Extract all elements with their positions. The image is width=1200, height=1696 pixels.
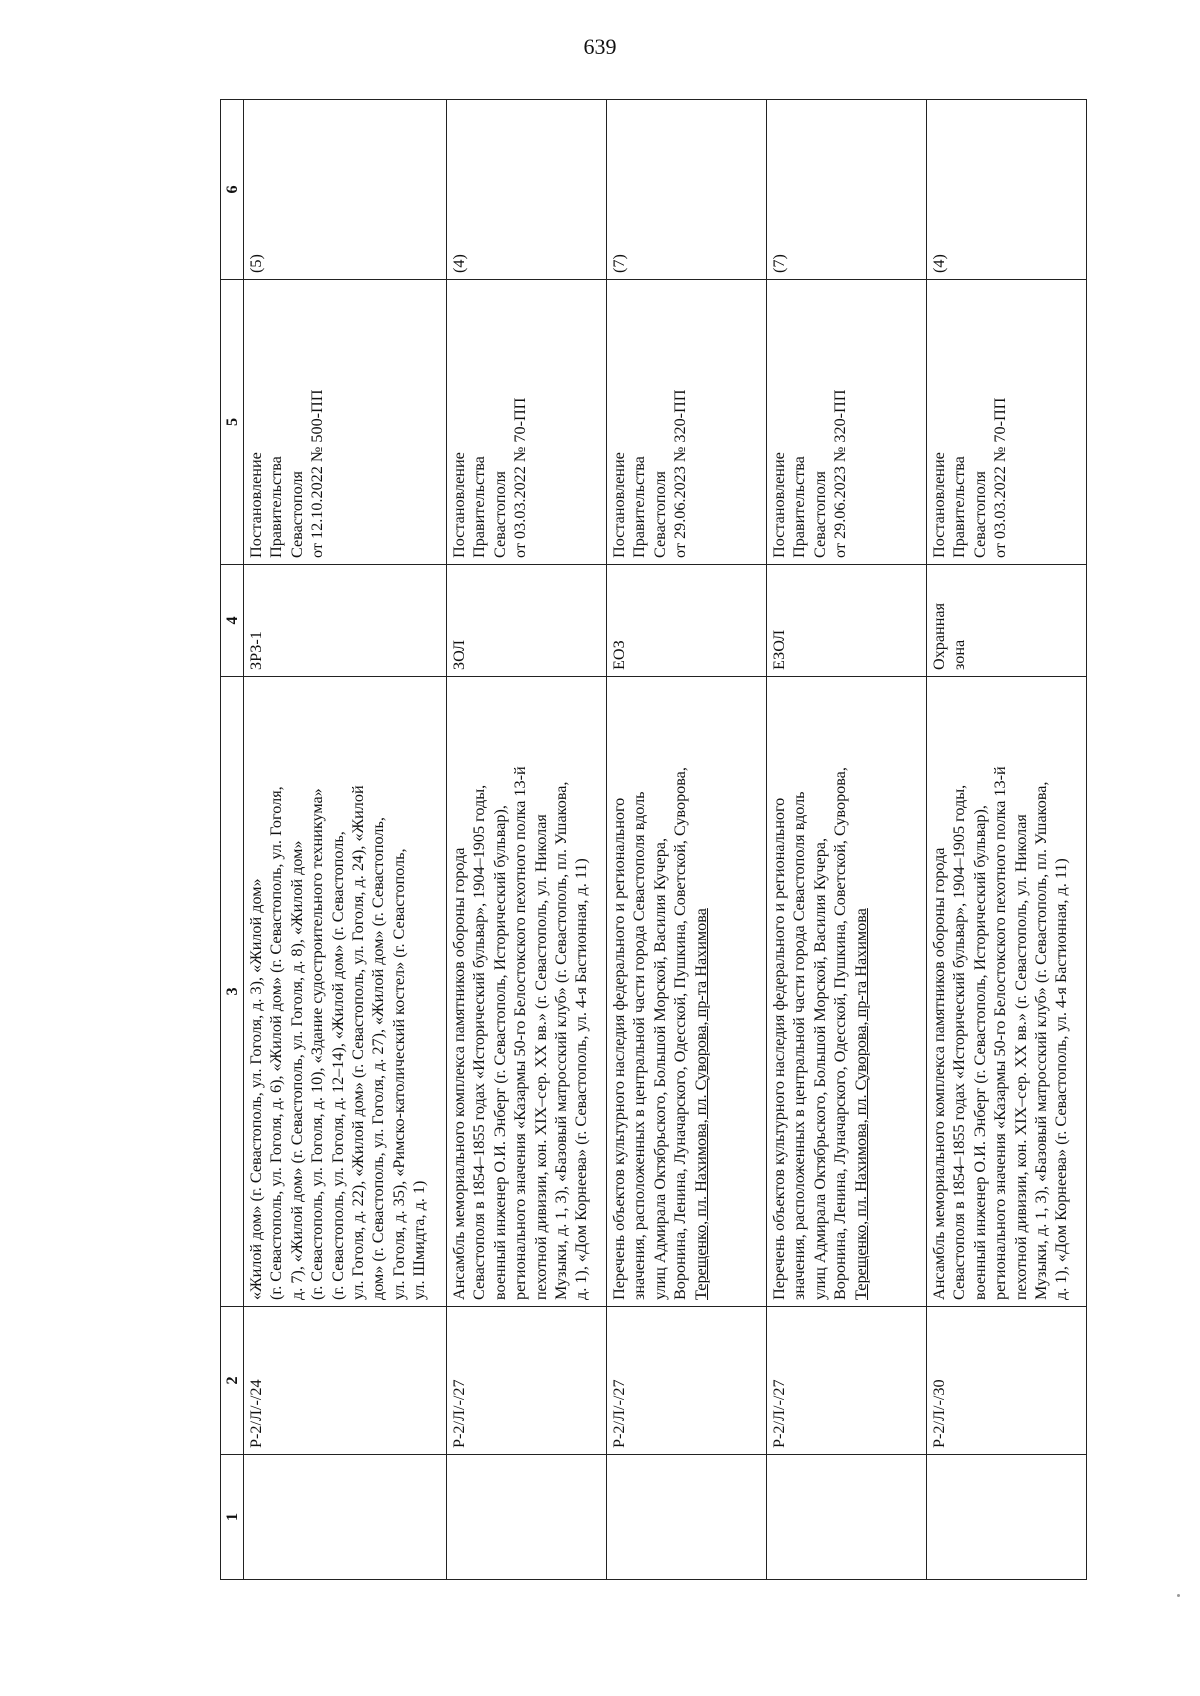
zone-line: ЕЗОЛ [770, 629, 788, 670]
text-line: регионального значения «Казармы 50-го Белостокского пехотного полка 13-й [511, 766, 530, 1300]
zone-line: ЗОЛ [450, 640, 468, 670]
cell-objects [244, 677, 447, 1307]
text-line: (г. Севастополь, ул. Гоголя, д. 6), «Жилой дом» (г. Севастополь, ул. Гоголя, [267, 786, 286, 1300]
page-number: 639 [583, 34, 617, 59]
doc-line: Севастополя [970, 471, 989, 558]
doc-line: Севастополя [810, 471, 829, 558]
cell-reference: (5) [244, 100, 447, 280]
doc-line: от 29.06.2023 № 320-ПП [831, 389, 850, 558]
doc-line: Постановление [770, 452, 788, 558]
cell-objects [447, 677, 607, 1307]
doc-line: Постановление [930, 452, 948, 558]
cell-number [927, 1455, 1087, 1580]
cell-code: Р-2/Л/-/24 [244, 1307, 447, 1455]
cell-code: Р-2/Л/-/27 [447, 1307, 607, 1455]
zone-line: Охранная [930, 602, 948, 670]
cell-zone [244, 565, 447, 677]
doc-line: от 12.10.2022 № 500-ПП [308, 389, 327, 558]
table-row [607, 100, 767, 1580]
table-row [767, 100, 927, 1580]
cell-document [927, 280, 1087, 565]
doc-line: от 29.06.2023 № 320-ПП [671, 389, 690, 558]
header-col-6: 6 [221, 100, 244, 280]
text-line: Воронина, Ленина, Луначарского, Одесской, Пушкина, Советской, Суворова, [671, 767, 690, 1300]
cell-objects [927, 677, 1087, 1307]
text-line: улиц Адмирала Октябрьского, Большой Морской, Василия Кучера, [650, 837, 669, 1300]
cell-zone [927, 565, 1087, 677]
text-line: Севастополя в 1854–1855 годах «Исторический бульвар», 1904–1905 годы, [470, 784, 489, 1300]
doc-line: Севастополя [287, 471, 306, 558]
table-row [244, 100, 447, 1580]
text-line: Музыки, д. 1, 3), «Базовый матросский клуб» (г. Севастополь, пл. Ушакова, [1032, 781, 1051, 1300]
text-line: д. 7), «Жилой дом» (г. Севастополь, ул. Гоголя, д. 8), «Жилой дом» [287, 840, 306, 1300]
text-line: д. 1), «Дом Корнеева» (г. Севастополь, ул. 4-я Бастионная, д. 11) [572, 858, 591, 1300]
cell-reference: (7) [607, 100, 767, 280]
cell-document [767, 280, 927, 565]
text-line: Ансамбль мемориального комплекса памятников обороны города [450, 847, 468, 1300]
cell-document [244, 280, 447, 565]
doc-line: Севастополя [490, 471, 509, 558]
text-line: значения, расположенных в центральной части города Севастополя вдоль [790, 791, 809, 1300]
text-line: Воронина, Ленина, Луначарского, Одесской, Пушкина, Советской, Суворова, [831, 767, 850, 1300]
text-line: Музыки, д. 1, 3), «Базовый матросский клуб» (г. Севастополь, пл. Ушакова, [552, 781, 571, 1300]
cell-zone [767, 565, 927, 677]
cell-objects [607, 677, 767, 1307]
cell-objects [767, 677, 927, 1307]
text-line: ул. Шмидта, д. 1) [410, 1180, 429, 1300]
header-row [221, 100, 244, 1580]
cell-zone [447, 565, 607, 677]
text-line: регионального значения «Казармы 50-го Белостокского пехотного полка 13-й [991, 766, 1010, 1300]
doc-line: Севастополя [650, 471, 669, 558]
doc-line: Правительства [630, 456, 649, 558]
cell-number [607, 1455, 767, 1580]
doc-line: от 03.03.2022 № 70-ПП [511, 397, 530, 558]
text-line: военный инженер О.И. Энберг (г. Севастополь, Исторический бульвар), [970, 805, 989, 1300]
text-line: военный инженер О.И. Энберг (г. Севастополь, Исторический бульвар), [490, 805, 509, 1300]
text-line: пехотной дивизии, кон. XIX–сер. XX вв.» (г. Севастополь, ул. Николая [1011, 814, 1030, 1300]
text-line: Терещенко, пл. Нахимова, пл. Суворова, пр-та Нахимова [851, 908, 870, 1300]
text-line: Перечень объектов культурного наследия федерального и регионального [610, 797, 628, 1300]
cell-code: Р-2/Л/-/27 [607, 1307, 767, 1455]
rotated-table-container [220, 100, 1071, 1580]
text-line: (г. Севастополь, ул. Гоголя, д. 12–14), «Жилой дом» (г. Севастополь, [328, 831, 347, 1300]
cell-zone [607, 565, 767, 677]
text-line: Терещенко, пл. Нахимова, пл. Суворова, пр-та Нахимова [691, 908, 710, 1300]
text-line: «Жилой дом» (г. Севастополь, ул. Гоголя, д. 3), «Жилой дом» [247, 878, 265, 1300]
text-line: д. 1), «Дом Корнеева» (г. Севастополь, ул. 4-я Бастионная, д. 11) [1052, 858, 1071, 1300]
header-col-5: 5 [221, 280, 244, 565]
text-line: улиц Адмирала Октябрьского, Большой Морской, Василия Кучера, [810, 837, 829, 1300]
doc-line: Правительства [267, 456, 286, 558]
cell-reference: (4) [447, 100, 607, 280]
zone-line: зона [950, 639, 969, 670]
doc-line: от 03.03.2022 № 70-ПП [991, 397, 1010, 558]
cell-code: Р-2/Л/-/27 [767, 1307, 927, 1455]
cell-document [447, 280, 607, 565]
doc-line: Постановление [247, 452, 265, 558]
text-line: Перечень объектов культурного наследия федерального и регионального [770, 797, 788, 1300]
text-line: (г. Севастополь, ул. Гоголя, д. 10), «Здание судостроительного техникума» [308, 788, 327, 1300]
cell-number [244, 1455, 447, 1580]
scan-speck [1177, 1594, 1180, 1597]
text-line: пехотной дивизии, кон. XIX–сер. XX вв.» (г. Севастополь, ул. Николая [531, 814, 550, 1300]
cell-reference: (7) [767, 100, 927, 280]
text-line: дом» (г. Севастополь, ул. Гоголя, д. 27), «Жилой дом» (г. Севастополь, [369, 817, 388, 1300]
doc-line: Правительства [950, 456, 969, 558]
header-col-2: 2 [221, 1307, 244, 1455]
zones-table [220, 99, 1087, 1580]
doc-line: Постановление [450, 452, 468, 558]
text-line: Ансамбль мемориального комплекса памятников обороны города [930, 847, 948, 1300]
cell-document [607, 280, 767, 565]
doc-line: Постановление [610, 452, 628, 558]
text-line: ул. Гоголя, д. 22), «Жилой дом» (г. Севастополь, ул. Гоголя, д. 24), «Жилой [349, 785, 368, 1300]
cell-number [767, 1455, 927, 1580]
doc-line: Правительства [790, 456, 809, 558]
header-col-1: 1 [221, 1455, 244, 1580]
text-line: значения, расположенных в центральной части города Севастополя вдоль [630, 791, 649, 1300]
doc-line: Правительства [470, 456, 489, 558]
header-col-3: 3 [221, 677, 244, 1307]
table-row [927, 100, 1087, 1580]
zone-line: ЗРЗ-1 [247, 631, 265, 670]
text-line: Севастополя в 1854–1855 годах «Исторический бульвар», 1904–1905 годы, [950, 784, 969, 1300]
header-col-4: 4 [221, 565, 244, 677]
table-row [447, 100, 607, 1580]
text-line: ул. Гоголя, д. 35), «Римско-католический костел» (г. Севастополь, [389, 848, 408, 1300]
zone-line: ЕОЗ [610, 640, 628, 670]
cell-reference: (4) [927, 100, 1087, 280]
cell-number [447, 1455, 607, 1580]
cell-code: Р-2/Л/-/30 [927, 1307, 1087, 1455]
